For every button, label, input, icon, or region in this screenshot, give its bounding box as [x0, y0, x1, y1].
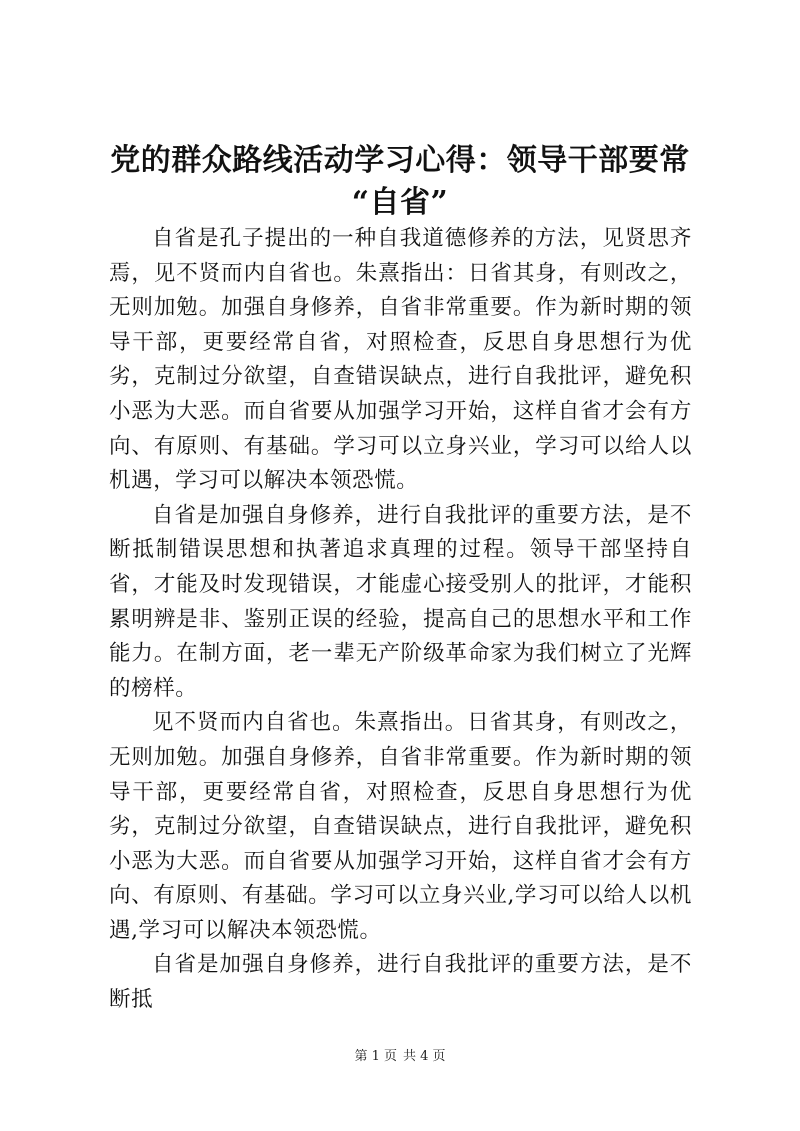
paragraph-3: 见不贤而内自省也。朱熹指出。日省其身，有则改之，无则加勉。加强自身修养，自省非常重要。作为新时期的领导干部，更要经常自省，对照检查，反思自身思想行为优劣，克制过分欲望，自查错误缺点，进行自我批评，避免积小恶为大恶。而自省要从加强学习开始，这样自省才会有方向、有原则、有基础。学习可以立身兴业,学习可以给人以机遇,学习可以解决本领恐慌。 — [109, 710, 692, 943]
page-total: 共 4 页 — [403, 1049, 446, 1064]
paragraph-4: 自省是加强自身修养，进行自我批评的重要方法，是不断抵 — [109, 952, 692, 1013]
title-line-2: “自省” — [351, 185, 449, 220]
paragraph-1: 自省是孔子提出的一种自我道德修养的方法，见贤思齐焉，见不贤而内自省也。朱熹指出：日省其身，有则改之，无则加勉。加强自身修养，自省非常重要。作为新时期的领导干部，更要经常自省，对照检查，反思自身思想行为优劣，克制过分欲望，自查错误缺点，进行自我批评，避免积小恶为大恶。而自省要从加强学习开始，这样自省才会有方向、有原则、有基础。学习可以立身兴业，学习可以给人以机遇，学习可以解决本领恐慌。 — [109, 226, 692, 494]
title-line-1: 党的群众路线活动学习心得：领导干部要常 — [110, 143, 690, 178]
document-title — [100, 140, 700, 224]
paragraph-2: 自省是加强自身修养，进行自我批评的重要方法，是不断抵制错误思想和执著追求真理的过程。领导干部坚持自省，才能及时发现错误，才能虚心接受别人的批评，才能积累明辨是非、鉴别正误的经验，提高自己的思想水平和工作能力。在制方面，老一辈无产阶级革命家为我们树立了光辉的榜样。 — [109, 502, 692, 701]
page-footer — [0, 1048, 800, 1066]
document-body — [109, 222, 692, 1018]
page-number: 第 1 页 — [354, 1049, 397, 1064]
